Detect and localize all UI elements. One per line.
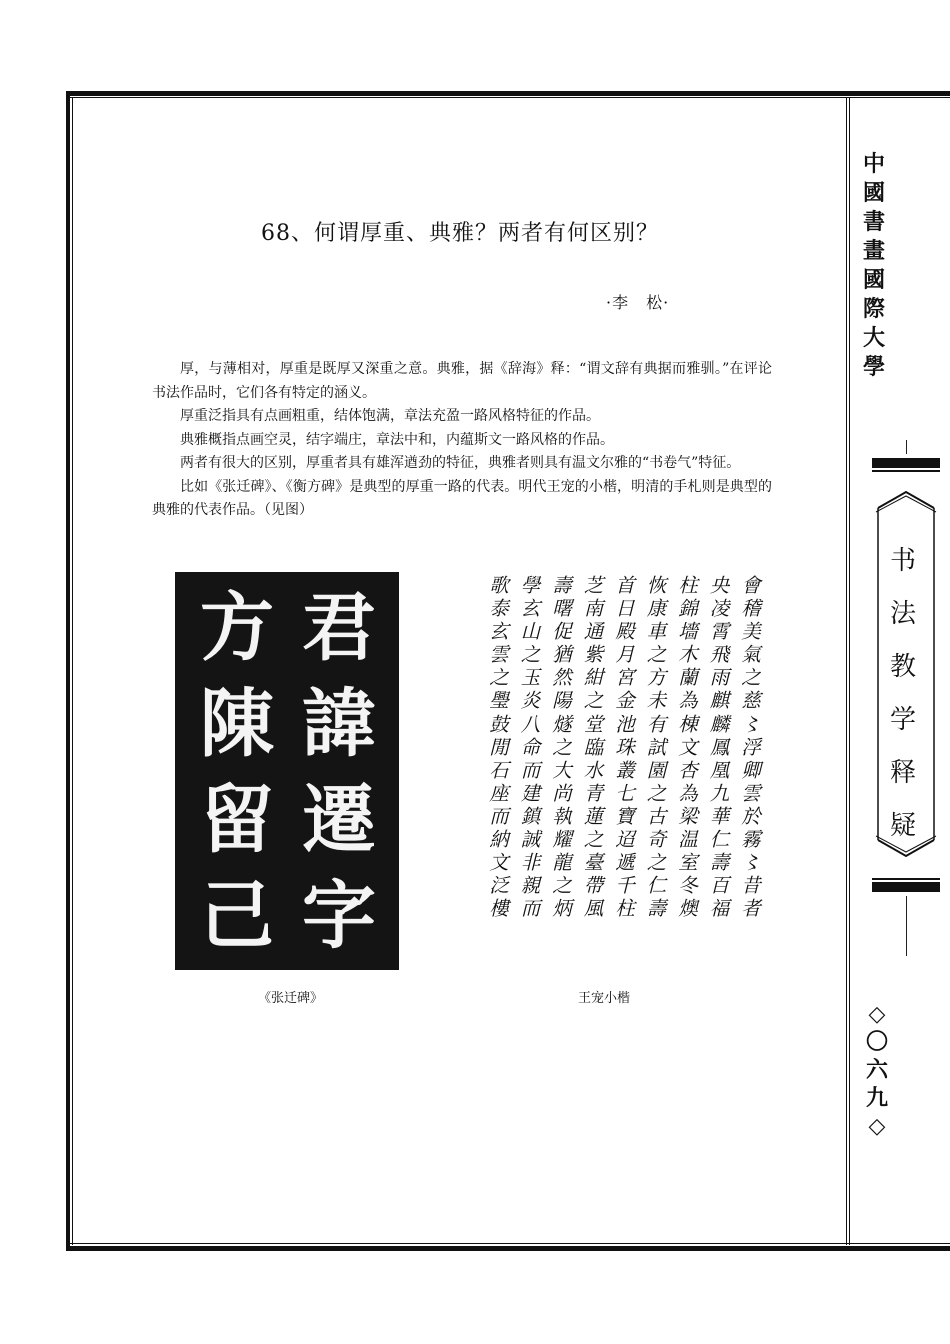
manuscript-column: 首 日 殿 月 宮 金 池 珠 叢 七 寶 迢 遞 千 柱 (615, 574, 635, 921)
manuscript-column: 會 稽 美 氣 之 慈 〻 浮 卿 雲 於 霧 〻 昔 者 (741, 574, 761, 921)
vertical-char: 书 (889, 546, 916, 576)
frame-bottom-rule (66, 1246, 950, 1251)
vertical-char: 國 (862, 267, 885, 293)
article-title: 68、何谓厚重、典雅？两者有何区别？ (261, 221, 659, 246)
side-divider (906, 440, 907, 454)
vertical-char: ◇ (868, 1113, 886, 1139)
page-number (860, 1000, 894, 1140)
paragraph: 厚，与薄相对，厚重是既厚又深重之意。典雅，据《辞海》释：“谓文辞有典据而雅驯。”在评论书法作品时，它们各有特定的涵义。 (152, 361, 772, 401)
vertical-char: 畫 (862, 238, 885, 264)
frame-right-rule-inner (849, 97, 850, 1245)
vertical-char: 書 (862, 209, 885, 235)
rubbing-char: 己 (200, 873, 274, 959)
manuscript-column: 芝 南 通 紫 紺 之 堂 臨 水 青 蓮 之 臺 帶 風 (583, 574, 604, 921)
rubbing-char: 方 (200, 585, 274, 671)
rubbing-char: 諱 (302, 681, 376, 767)
vertical-char: 教 (889, 652, 916, 682)
paragraph: 厚重泛指具有点画粗重，结体饱满，章法充盈一路风格特征的作品。 (180, 408, 600, 424)
manuscript-column: 柱 錦 墻 木 蘭 為 棟 文 杏 為 梁 温 室 冬 燠 (678, 574, 698, 921)
manuscript-column: 學 玄 山 之 玉 炎 八 命 而 建 鎮 誠 非 親 而 (520, 574, 541, 921)
frame-left-rule (66, 91, 70, 1251)
vertical-char: 六 (865, 1057, 888, 1083)
rubbing-column (287, 580, 391, 964)
vertical-char: 法 (889, 599, 916, 629)
side-series-title (880, 535, 926, 853)
vertical-char: 疑 (889, 811, 916, 841)
side-university-name (856, 150, 892, 382)
vertical-char: 學 (862, 354, 885, 380)
paragraph: 比如《张迁碑》、《衡方碑》是典型的厚重一路的代表。明代王宠的小楷，明清的手札则是典型的典雅的代表作品。（见图） (152, 478, 772, 518)
vertical-char: 释 (889, 758, 916, 788)
manuscript-column: 歌 泰 玄 雲 之 璺 鼓 閒 石 座 而 納 文 泛 樓 (489, 574, 509, 921)
vertical-char: 中 (862, 151, 885, 177)
vertical-char: 〇 (865, 1029, 888, 1055)
vertical-char: 大 (862, 325, 885, 351)
article-body (152, 358, 772, 523)
figure-caption-manuscript: 王宠小楷 (578, 991, 631, 1006)
frame-bottom-rule-inner (66, 1243, 950, 1244)
paragraph: 典雅概指点画空灵，结字端庄，章法中和，内蕴斯文一路风格的作品。 (180, 431, 614, 448)
rubbing-char: 陳 (200, 681, 274, 767)
side-band-top-thin (872, 470, 940, 472)
side-band-top (872, 458, 940, 468)
frame-top-rule (66, 91, 950, 96)
frame-left-rule-inner (72, 97, 73, 1245)
vertical-char: 九 (865, 1085, 888, 1111)
side-divider-lower (906, 896, 907, 956)
vertical-char: 國 (862, 180, 885, 206)
frame-right-rule (846, 97, 847, 1245)
side-band-bottom (872, 882, 940, 892)
rubbing-column (185, 580, 289, 964)
rubbing-char: 遷 (302, 777, 376, 863)
figure-caption-rubbing: 《张迁碑》 (258, 991, 324, 1006)
vertical-char: 学 (889, 705, 916, 735)
side-band-bottom-thin (872, 878, 940, 880)
article-author: ·李 松· (606, 293, 670, 312)
paragraph: 两者有很大的区别，厚重者具有雄浑遒劲的特征，典雅者则具有温文尔雅的“书卷气”特征。 (180, 455, 741, 471)
rubbing-char: 留 (200, 777, 274, 863)
zhang-qian-stele-rubbing (175, 572, 399, 970)
manuscript-column: 恢 康 車 之 方 未 有 試 園 之 古 奇 之 仁 壽 (646, 574, 667, 921)
rubbing-char: 君 (302, 585, 376, 671)
manuscript-column: 央 凌 霄 飛 雨 麒 麟 鳳 凰 九 華 仁 壽 百 福 (709, 574, 730, 921)
manuscript-column: 壽 曙 促 猶 然 陽 燧 之 大 尚 執 耀 龍 之 炳 (552, 574, 572, 921)
vertical-char: ◇ (868, 1001, 886, 1027)
rubbing-char: 字 (302, 873, 376, 959)
frame-top-rule-inner (66, 97, 950, 98)
wang-chong-manuscript (474, 572, 764, 970)
vertical-char: 際 (862, 296, 885, 322)
